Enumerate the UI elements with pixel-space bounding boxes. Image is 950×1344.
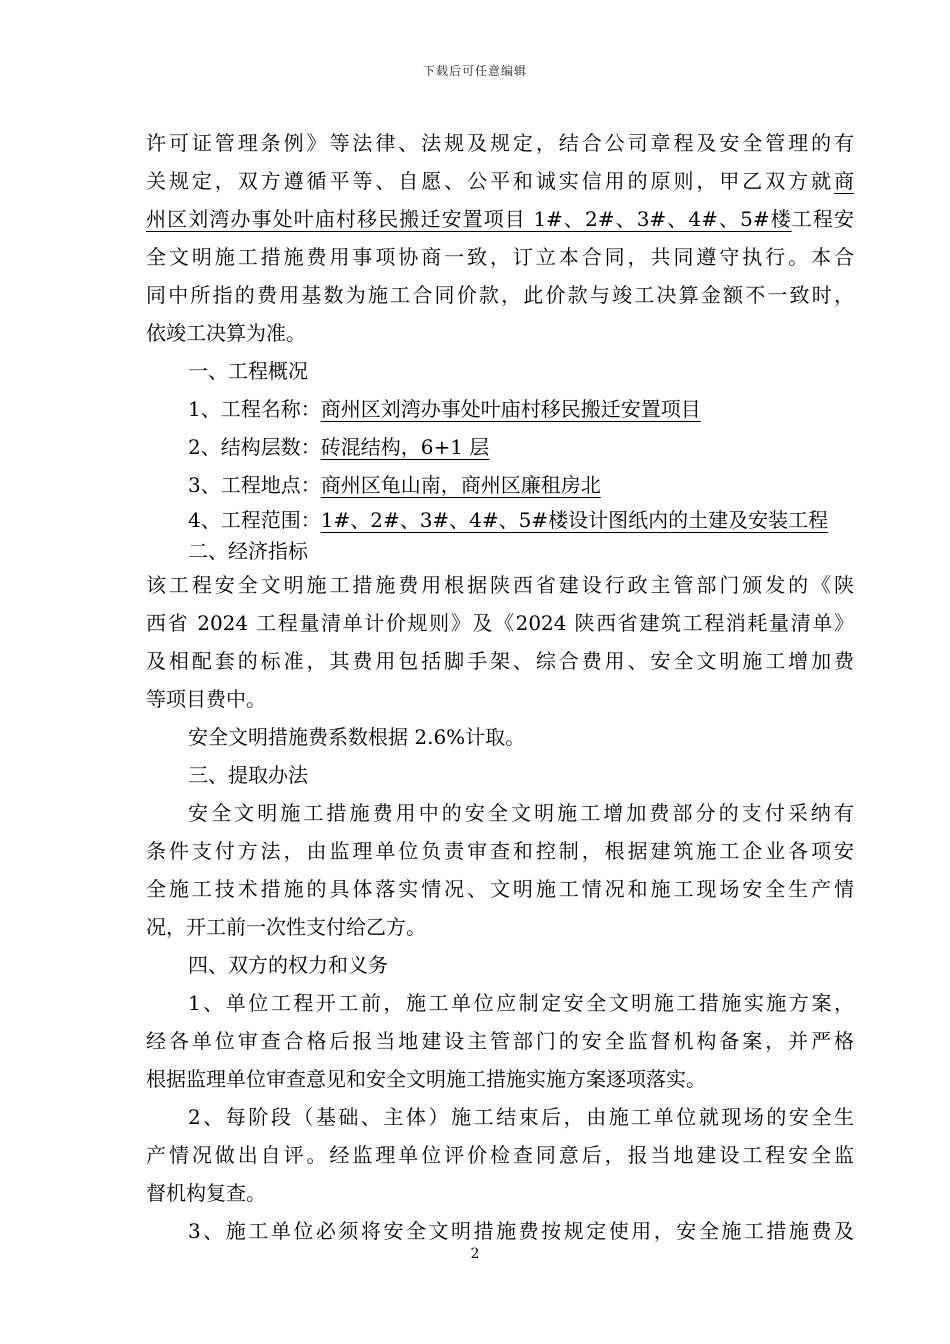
document-body (146, 124, 854, 1250)
text-line: 根据监理单位审查意见和安全文明施工措施实施方案逐项落实。 (146, 1067, 706, 1091)
text-line: 产情况做出自评。经监理单位评价检查同意后，报当地建设工程安全监 (146, 1143, 854, 1167)
text-line: 安全文明施工措施费用中的安全文明施工增加费部分的支付采纳有 (188, 801, 854, 825)
text-line: 同中所指的费用基数为施工合同价款，此价款与竣工决算金额不一致时， (146, 283, 854, 307)
section-heading: 二、经济指标 (188, 539, 308, 563)
text-line (146, 200, 854, 238)
section-heading: 三、提取办法 (188, 763, 308, 787)
item-label: 1、工程名称： (188, 397, 321, 421)
text-run: 工程安 (791, 207, 854, 231)
project-name-underlined: 州区刘湾办事处叶庙村移民搬迁安置项目 1#、2#、3#、4#、5#楼 (146, 207, 792, 231)
project-item (146, 428, 854, 466)
text-line: 该工程安全文明施工措施费用根据陕西省建设行政主管部门颁发的《陕 (146, 573, 854, 597)
project-item (146, 504, 854, 536)
text-line: 安全文明措施费系数根据 2.6%计取。 (188, 725, 526, 749)
text-line: 2、每阶段（基础、主体）施工结束后，由施工单位就现场的安全生 (188, 1105, 854, 1129)
item-value: 商州区龟山南，商州区廉租房北 (320, 473, 601, 497)
item-value: 商州区刘湾办事处叶庙村移民搬迁安置项目 (320, 397, 701, 421)
text-line: 依竣工决算为准。 (146, 321, 306, 345)
text-line: 许可证管理条例》等法律、法规及规定，结合公司章程及安全管理的有 (146, 131, 854, 155)
page-header: 下载后可任意编辑 (422, 64, 527, 78)
text-line: 条件支付方法，由监理单位负责审查和控制，根据建筑施工企业各项安 (146, 839, 854, 863)
project-item (146, 390, 854, 428)
item-value: 1#、2#、3#、4#、5#楼设计图纸内的土建及安装工程 (320, 508, 829, 532)
text-line: 及相配套的标准，其费用包括脚手架、综合费用、安全文明施工增加费 (146, 649, 854, 673)
item-label: 4、工程范围： (188, 508, 321, 532)
section-heading: 一、工程概况 (188, 359, 308, 383)
text-line: 全施工技术措施的具体落实情况、文明施工情况和施工现场安全生产情 (146, 877, 854, 901)
text-line: 西省 2024 工程量清单计价规则》及《2024 陕西省建筑工程消耗量清单》 (146, 611, 854, 635)
section-heading: 四、双方的权力和义务 (188, 953, 388, 977)
project-name-underlined: 商 (834, 169, 854, 193)
text-line: 全文明施工措施费用事项协商一致，订立本合同，共同遵守执行。本合 (146, 245, 854, 269)
item-value: 砖混结构，6+1 层 (320, 435, 490, 459)
text-line: 况，开工前一次性支付给乙方。 (146, 915, 426, 939)
item-label: 2、结构层数： (188, 435, 321, 459)
page-number: 2 (470, 1246, 480, 1262)
text-line: 督机构复查。 (146, 1181, 266, 1205)
text-run: 关规定，双方遵循平等、自愿、公平和诚实信用的原则，甲乙双方就 (146, 169, 834, 193)
project-item (146, 466, 854, 504)
text-line: 3、施工单位必须将安全文明措施费按规定使用，安全施工措施费及 (188, 1219, 854, 1243)
text-line: 经各单位审查合格后报当地建设主管部门的安全监督机构备案，并严格 (146, 1029, 854, 1053)
text-line (146, 162, 854, 200)
text-line: 等项目费中。 (146, 687, 266, 711)
text-line: 1、单位工程开工前，施工单位应制定安全文明施工措施实施方案， (188, 991, 854, 1015)
item-label: 3、工程地点： (188, 473, 321, 497)
